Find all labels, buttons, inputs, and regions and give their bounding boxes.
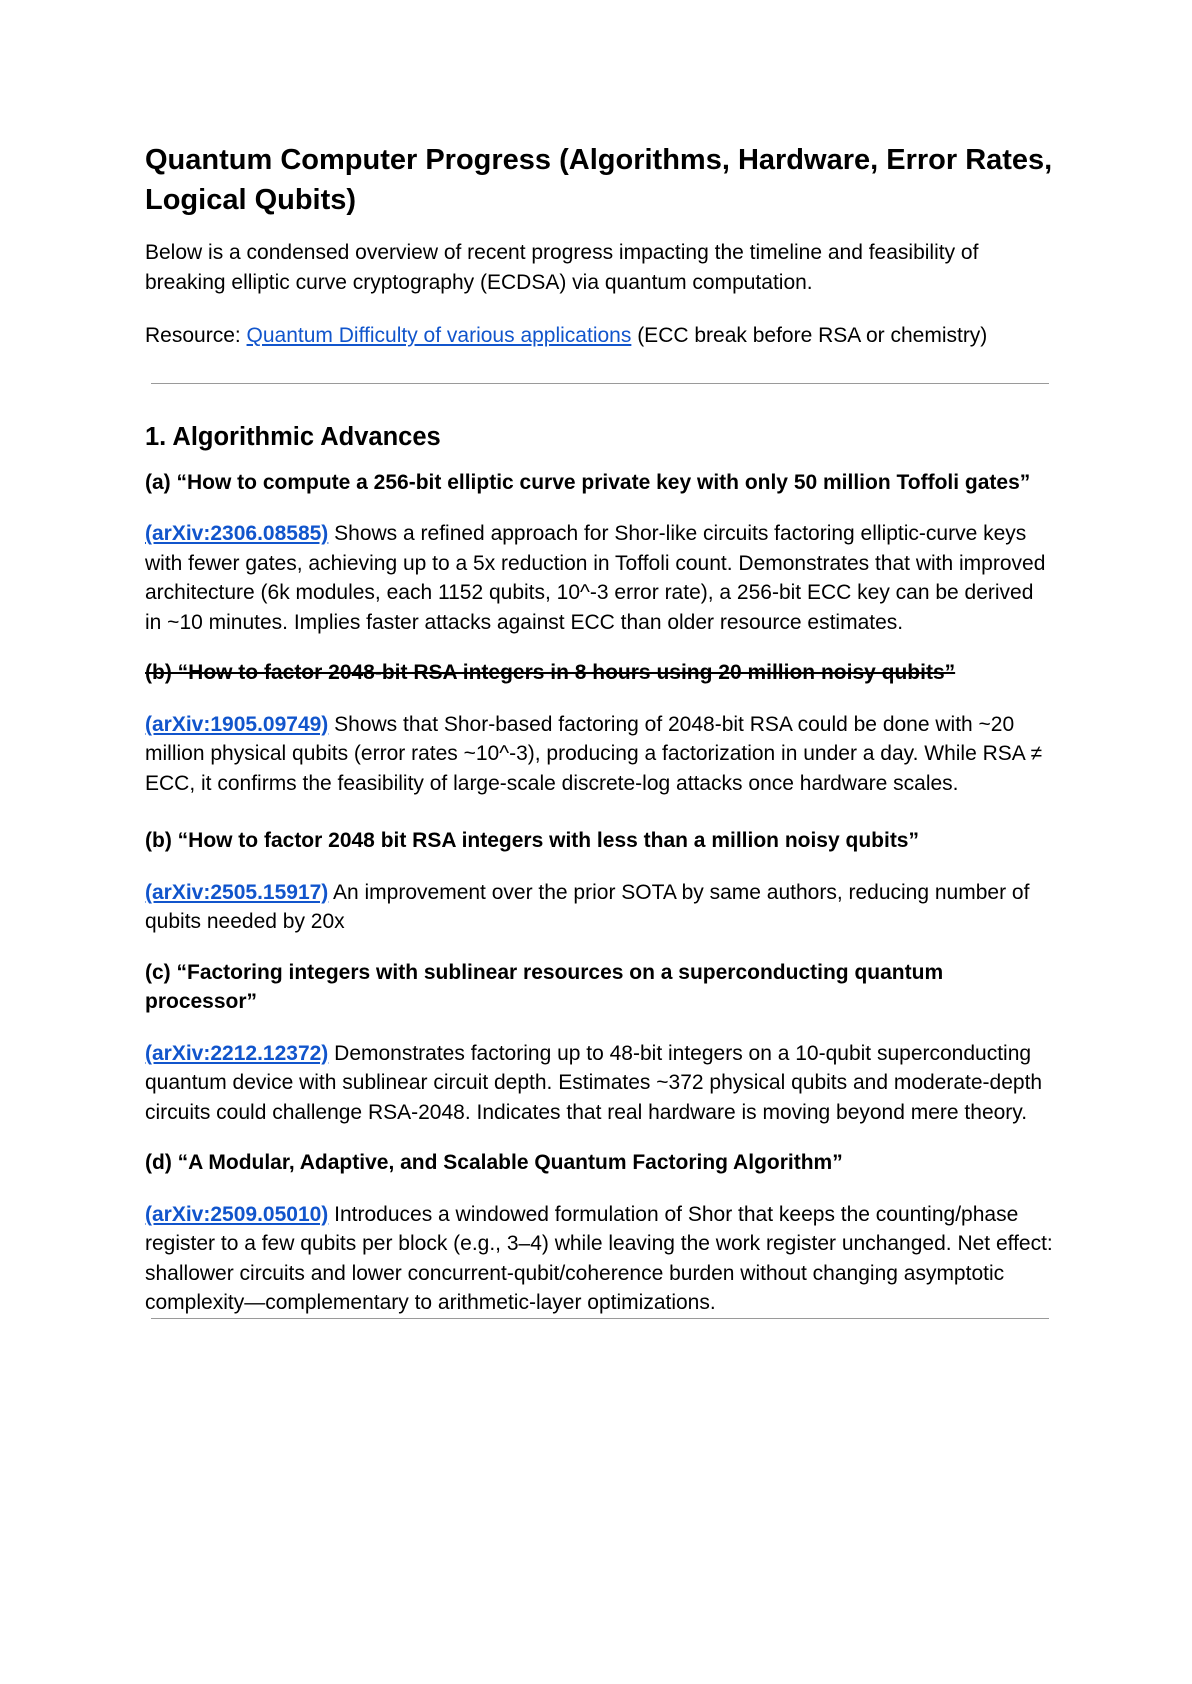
arxiv-link[interactable]: (arXiv:2505.15917) [145,880,329,904]
section-divider [151,1318,1049,1319]
entry-body [145,1200,1055,1318]
section-divider [151,383,1049,384]
entry-heading: (d) “A Modular, Adaptive, and Scalable Quantum Factoring Algorithm” [145,1151,843,1174]
entry-c [145,958,1055,1128]
entry-heading-struck: (b) “How to factor 2048-bit RSA integers in 8 hours using 20 million noisy qubits” [145,661,956,684]
resource-line [145,321,1055,351]
entry-text: Shows a refined approach for Shor-like circuits factoring elliptic-curve keys with fewer gates, achieving up to a 5x reduction in Toffoli count. Demonstrates that with improved architecture (6k modules, each 1152 qubits, 10^-3 error rate), a 256-bit ECC key can be derived in ~10 minutes. Implies faster attacks against ECC than older resource estimates. [145,522,1046,634]
document-page [145,140,1055,1319]
intro-paragraph: Below is a condensed overview of recent progress impacting the timeline and feasibility of breaking elliptic curve cryptography (ECDSA) via quantum computation. [145,241,979,294]
arxiv-link[interactable]: (arXiv:2212.12372) [145,1041,329,1065]
arxiv-link[interactable]: (arXiv:2306.08585) [145,522,329,545]
entry-heading: (a) “How to compute a 256-bit elliptic curve private key with only 50 million Toffoli gates” [145,470,1031,494]
entry-d [145,1148,1055,1318]
entry-heading: (c) “Factoring integers with sublinear resources on a superconducting quantum processor” [145,960,944,1013]
entry-text: Shows that Shor-based factoring of 2048-bit RSA could be done with ~20 million physical qubits (error rates ~10^-3), producing a factorization in under a day. While RSA ≠ ECC, it confirms the feasibility of large-scale discrete-log attacks once hardware scales. [145,712,1042,795]
resource-label: Resource: [145,324,247,347]
entry-body [145,878,1055,937]
section-heading: 1. Algorithmic Advances [145,422,441,451]
entry-body [145,519,1055,637]
entry-text: Demonstrates factoring up to 48-bit integers on a 10-qubit superconducting quantum device with sublinear circuit depth. Estimates ~372 physical qubits and moderate-depth circuits could challenge RSA-2048. Indicates that real hardware is moving beyond mere theory. [145,1041,1043,1124]
entry-text: An improvement over the prior SOTA by same authors, reducing number of qubits needed by 20x [145,880,1030,933]
entry-text: Introduces a windowed formulation of Shor that keeps the counting/phase register to a few qubits per block (e.g., 3–4) while leaving the work register unchanged. Net effect: shallower circuits and lower concurrent-qubit/coherence burden without changing asymptotic complexity—complementary to arithmetic-layer optimizations. [145,1202,1053,1314]
entry-heading: (b) “How to factor 2048 bit RSA integers with less than a million noisy qubits” [145,829,919,852]
arxiv-link[interactable]: (arXiv:1905.09749) [145,712,329,736]
arxiv-link[interactable]: (arXiv:2509.05010) [145,1202,329,1226]
entry-b [145,826,1055,937]
entry-body [145,1039,1055,1128]
resource-suffix: (ECC break before RSA or chemistry) [631,324,988,347]
resource-link[interactable]: Quantum Difficulty of various applications [246,324,632,347]
page-title: Quantum Computer Progress (Algorithms, Hardware, Error Rates, Logical Qubits) [145,144,1053,216]
entry-body [145,710,1055,799]
entry-a [145,468,1055,638]
entry-b-struck [145,658,1055,798]
